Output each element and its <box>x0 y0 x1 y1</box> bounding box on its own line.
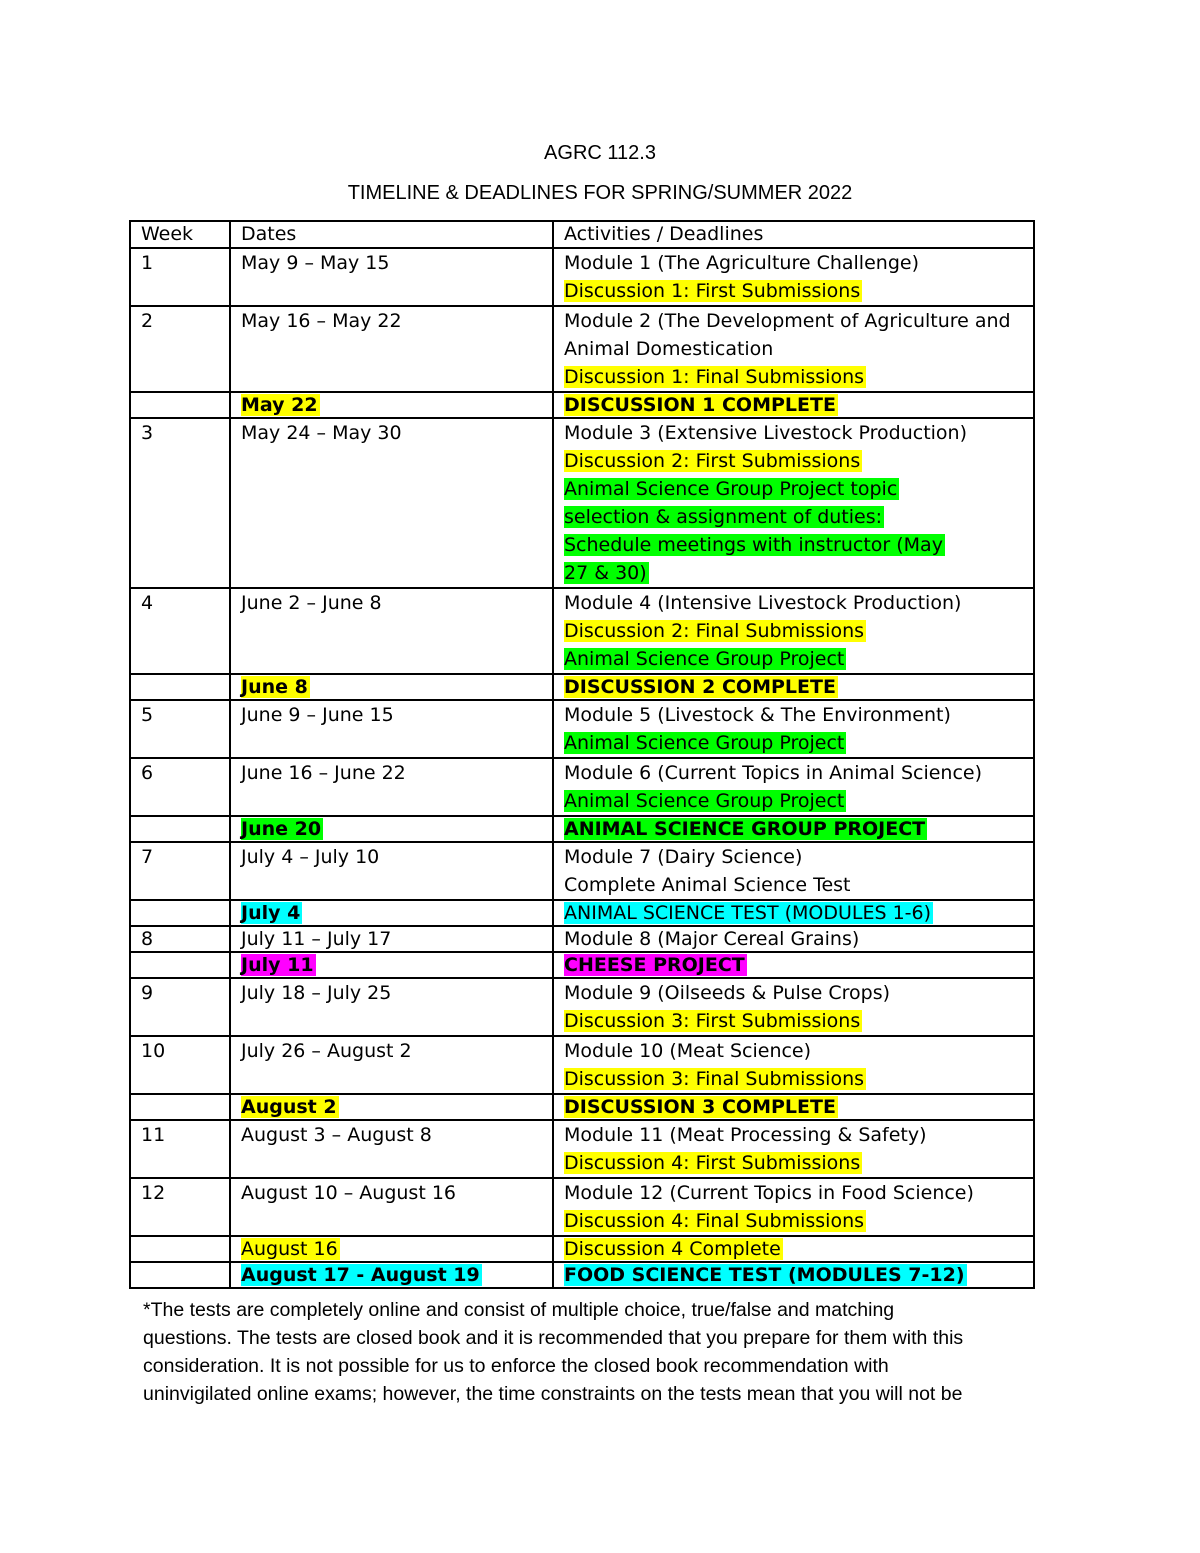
activities-cell <box>553 392 1034 418</box>
week-cell <box>130 1094 230 1120</box>
milestone-row <box>130 952 1034 978</box>
milestone-row <box>130 392 1034 418</box>
dates-cell: July 4 – July 10 <box>230 842 553 900</box>
dates-cell <box>230 816 553 842</box>
week-cell: 9 <box>130 978 230 1036</box>
dates-cell <box>230 392 553 418</box>
activities-cell <box>553 1094 1034 1120</box>
week-cell: 5 <box>130 700 230 758</box>
table-row <box>130 1036 1034 1094</box>
dates-cell: May 24 – May 30 <box>230 418 553 588</box>
dates-cell: June 2 – June 8 <box>230 588 553 674</box>
dates-cell: August 10 – August 16 <box>230 1178 553 1236</box>
table-row <box>130 248 1034 306</box>
dates-cell: June 9 – June 15 <box>230 700 553 758</box>
activities-cell <box>553 306 1034 392</box>
week-cell: 8 <box>130 926 230 952</box>
activity-line: Module 7 (Dairy Science) <box>564 846 803 868</box>
activity-line: Module 5 (Livestock & The Environment) <box>564 704 951 726</box>
activities-cell <box>553 842 1034 900</box>
milestone-row <box>130 900 1034 926</box>
activities-cell <box>553 952 1034 978</box>
activities-cell <box>553 674 1034 700</box>
activities-cell <box>553 926 1034 952</box>
table-row <box>130 418 1034 588</box>
week-cell <box>130 1236 230 1262</box>
week-cell <box>130 674 230 700</box>
dates-cell <box>230 1236 553 1262</box>
header-activities: Activities / Deadlines <box>553 221 1034 248</box>
table-row <box>130 978 1034 1036</box>
activity-line: Animal Science Group Project topic <box>564 478 898 500</box>
activity-line: Discussion 4: First Submissions <box>564 1152 861 1174</box>
activities-cell <box>553 1178 1034 1236</box>
activity-line: Module 12 (Current Topics in Food Science) <box>564 1182 974 1204</box>
dates-cell: July 18 – July 25 <box>230 978 553 1036</box>
table-row <box>130 588 1034 674</box>
milestone-date: June 8 <box>241 676 308 698</box>
week-cell <box>130 1262 230 1288</box>
table-row <box>130 758 1034 816</box>
activity-line: Animal Science Group Project <box>564 732 845 754</box>
week-cell: 1 <box>130 248 230 306</box>
activity-line: 27 & 30) <box>564 562 647 584</box>
milestone-label: DISCUSSION 1 COMPLETE <box>564 394 836 416</box>
note-line: consideration. It is not possible for us to enforce the closed book recommendation with <box>143 1355 889 1377</box>
activities-cell <box>553 1236 1034 1262</box>
activity-line: Discussion 2: Final Submissions <box>564 620 865 642</box>
milestone-label: DISCUSSION 3 COMPLETE <box>564 1096 836 1118</box>
activity-line: Module 1 (The Agriculture Challenge) <box>564 252 919 274</box>
activities-cell <box>553 418 1034 588</box>
milestone-date: July 11 <box>241 954 314 976</box>
activities-cell <box>553 1120 1034 1178</box>
milestone-label: ANIMAL SCIENCE TEST (MODULES 1-6) <box>564 902 932 924</box>
activity-line: Module 10 (Meat Science) <box>564 1040 812 1062</box>
milestone-row <box>130 1262 1034 1288</box>
dates-cell <box>230 1262 553 1288</box>
activity-line: Discussion 1: First Submissions <box>564 280 861 302</box>
activity-line: selection & assignment of duties: <box>564 506 883 528</box>
activity-line: Animal Domestication <box>564 338 774 360</box>
activities-cell <box>553 900 1034 926</box>
activities-cell <box>553 700 1034 758</box>
dates-cell: May 9 – May 15 <box>230 248 553 306</box>
timeline-table <box>129 220 1035 1289</box>
milestone-date: June 20 <box>241 818 322 840</box>
course-code: AGRC 112.3 <box>544 142 656 164</box>
milestone-label: DISCUSSION 2 COMPLETE <box>564 676 836 698</box>
header-week: Week <box>130 221 230 248</box>
milestone-date: May 22 <box>241 394 318 416</box>
dates-cell <box>230 952 553 978</box>
activity-line: Module 9 (Oilseeds & Pulse Crops) <box>564 982 891 1004</box>
dates-cell: May 16 – May 22 <box>230 306 553 392</box>
milestone-label: FOOD SCIENCE TEST (MODULES 7-12) <box>564 1264 965 1286</box>
document-title: TIMELINE & DEADLINES FOR SPRING/SUMMER 2022 <box>347 182 853 204</box>
activities-cell <box>553 978 1034 1036</box>
dates-cell <box>230 674 553 700</box>
table-row <box>130 700 1034 758</box>
note-line: questions. The tests are closed book and it is recommended that you prepare for them with this <box>143 1327 964 1349</box>
header-dates: Dates <box>230 221 553 248</box>
activity-line: Animal Science Group Project <box>564 790 845 812</box>
table-row <box>130 842 1034 900</box>
note-line: uninvigilated online exams; however, the time constraints on the tests mean that you will not be <box>143 1383 963 1405</box>
milestone-label: ANIMAL SCIENCE GROUP PROJECT <box>564 818 926 840</box>
milestone-label: Discussion 4 Complete <box>564 1238 781 1260</box>
dates-cell: July 26 – August 2 <box>230 1036 553 1094</box>
table-header-row <box>130 221 1034 248</box>
activities-cell <box>553 758 1034 816</box>
activity-line: Animal Science Group Project <box>564 648 845 670</box>
activity-line: Complete Animal Science Test <box>564 874 851 896</box>
week-cell: 3 <box>130 418 230 588</box>
activities-cell <box>553 248 1034 306</box>
week-cell: 10 <box>130 1036 230 1094</box>
activity-line: Module 3 (Extensive Livestock Production) <box>564 422 968 444</box>
activity-line: Module 4 (Intensive Livestock Production) <box>564 592 962 614</box>
activity-line: Schedule meetings with instructor (May <box>564 534 943 556</box>
table-row <box>130 1178 1034 1236</box>
activity-line: Discussion 4: Final Submissions <box>564 1210 865 1232</box>
dates-cell <box>230 1094 553 1120</box>
milestone-date: August 2 <box>241 1096 337 1118</box>
milestone-date: August 17 - August 19 <box>241 1264 480 1286</box>
milestone-row <box>130 816 1034 842</box>
activity-line: Module 6 (Current Topics in Animal Science) <box>564 762 983 784</box>
dates-cell: August 3 – August 8 <box>230 1120 553 1178</box>
table-row <box>130 1120 1034 1178</box>
week-cell: 12 <box>130 1178 230 1236</box>
milestone-label: CHEESE PROJECT <box>564 954 745 976</box>
table-row <box>130 306 1034 392</box>
activity-line: Module 8 (Major Cereal Grains) <box>564 928 860 950</box>
week-cell <box>130 392 230 418</box>
activities-cell <box>553 588 1034 674</box>
tests-note <box>143 1296 1063 1408</box>
activity-line: Module 11 (Meat Processing & Safety) <box>564 1124 927 1146</box>
table-row <box>130 926 1034 952</box>
week-cell: 6 <box>130 758 230 816</box>
activity-line: Discussion 1: Final Submissions <box>564 366 865 388</box>
milestone-row <box>130 1094 1034 1120</box>
week-cell: 4 <box>130 588 230 674</box>
week-cell <box>130 952 230 978</box>
week-cell: 7 <box>130 842 230 900</box>
week-cell: 11 <box>130 1120 230 1178</box>
activities-cell <box>553 1262 1034 1288</box>
dates-cell <box>230 900 553 926</box>
milestone-date: July 4 <box>241 902 301 924</box>
milestone-date: August 16 <box>241 1238 338 1260</box>
activity-line: Discussion 3: First Submissions <box>564 1010 861 1032</box>
activity-line: Discussion 3: Final Submissions <box>564 1068 865 1090</box>
dates-cell: July 11 – July 17 <box>230 926 553 952</box>
milestone-row <box>130 674 1034 700</box>
dates-cell: June 16 – June 22 <box>230 758 553 816</box>
week-cell: 2 <box>130 306 230 392</box>
week-cell <box>130 816 230 842</box>
milestone-row <box>130 1236 1034 1262</box>
note-line: *The tests are completely online and consist of multiple choice, true/false and matching <box>143 1299 895 1321</box>
activities-cell <box>553 816 1034 842</box>
activity-line: Module 2 (The Development of Agriculture and <box>564 310 1011 332</box>
activities-cell <box>553 1036 1034 1094</box>
week-cell <box>130 900 230 926</box>
activity-line: Discussion 2: First Submissions <box>564 450 861 472</box>
